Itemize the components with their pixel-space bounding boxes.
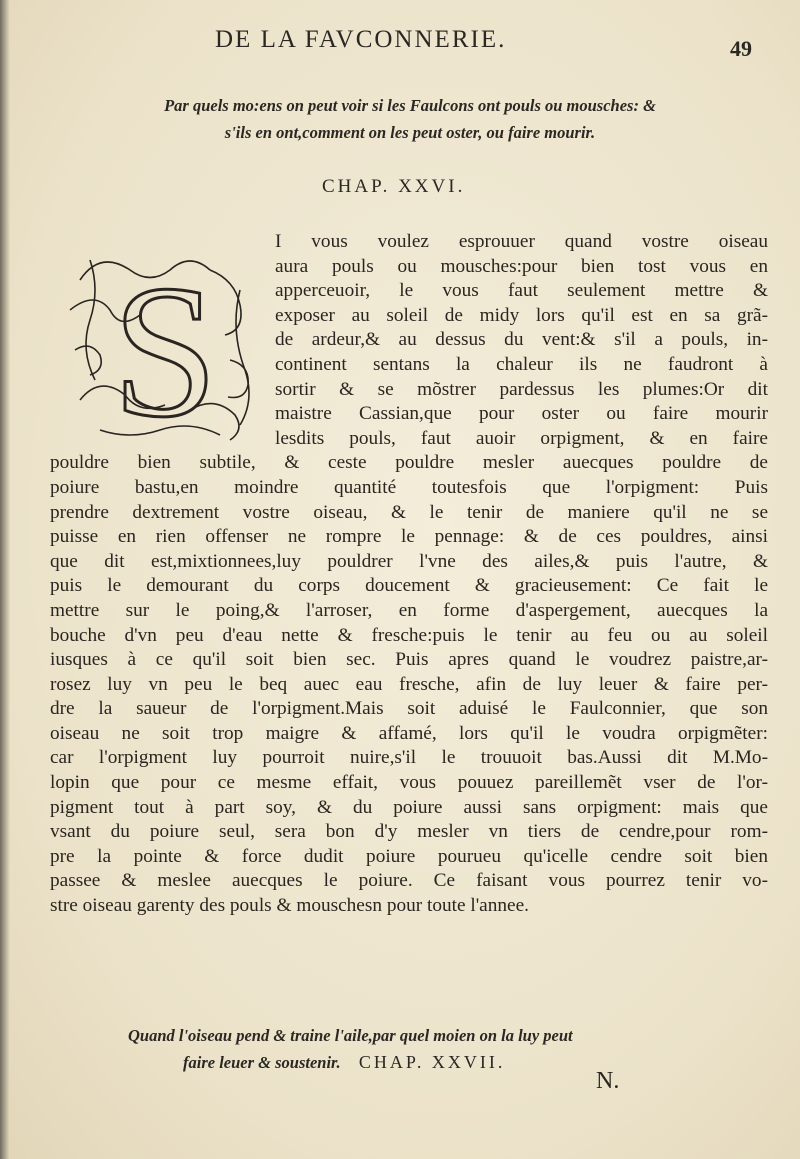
rubric-line-1: Par quels mo:ens on peut voir si les Faulcons ont pouls ou mousches: &	[164, 96, 656, 115]
text-line: oiseau ne soit trop maigre & affamé, lors qu'il le voudra orpigmẽter:	[50, 722, 768, 744]
text-line: exposer au soleil de midy lors qu'il est en sa grã-	[275, 304, 768, 326]
text-line: stre oiseau garenty des pouls & mouschesn pour toute l'annee.	[50, 895, 529, 917]
next-chapter-number: CHAP. XXVII.	[358, 1052, 506, 1072]
next-rubric-line-1: Quand l'oiseau pend & traine l'aile,par quel moien on la luy peut	[128, 1026, 573, 1045]
text-line: car l'orpigment luy pourroit nuire,s'il le trouuoit bas.Aussi dit M.Mo-	[50, 747, 768, 769]
text-line: puis le demourant du corps doucement & gracieusement: Ce fait le	[50, 575, 768, 597]
text-line: I vous voulez esprouuer quand vostre oiseau	[275, 231, 768, 252]
chapter-rubric	[60, 92, 760, 146]
text-line: passee & meslee auecques le poiure. Ce faisant vous pourrez tenir vo-	[50, 870, 768, 892]
text-line: rosez luy vn peu le beq auec eau fresche, afin de luy leuer & faire per-	[50, 673, 768, 695]
next-rubric-line-2: faire leuer & soustenir.	[183, 1053, 341, 1072]
text-line: continent sentans la chaleur ils ne faudront à	[275, 353, 768, 375]
text-line: iusques à ce qu'il soit bien sec. Puis apres quand le voudrez paistre,ar-	[50, 649, 768, 671]
text-line: prendre dextrement vostre oiseau, & le tenir de maniere qu'il ne se	[50, 501, 768, 523]
catchword: N.	[596, 1068, 620, 1094]
text-line: maistre Cassian,que pour oster ou faire mourir	[275, 403, 768, 425]
text-line: de ardeur,& au dessus du vent:& s'il a pouls, in-	[275, 329, 768, 351]
page-number: 49	[730, 36, 752, 61]
text-line: pigment tout à part soy, & du poiure aussi sans orpigment: mais que	[50, 796, 768, 818]
text-line: apperceuoir, le vous faut seulement mettre &	[275, 280, 768, 302]
text-line: dre la saueur de l'orpigment.Mais soit aduisé le Faulconnier, que son	[50, 698, 768, 720]
text-line: lesdits pouls, faut auoir orpigment, & en faire	[275, 427, 768, 449]
text-line: puisse en rien offenser ne rompre le pennage: & de ces pouldres, ainsi	[50, 526, 768, 548]
text-line: lopin que pour ce mesme effait, vous pouuez pareillemẽt vser de l'or-	[50, 772, 768, 794]
text-line: sortir & se mõstrer pardessus les plumes:Or dit	[275, 378, 768, 400]
chapter-number: CHAP. XXVI.	[322, 176, 466, 197]
text-line: aura pouls ou mousches:pour bien tost vous en	[275, 255, 768, 277]
drop-cap-letter: S	[112, 247, 218, 452]
text-line: vsant du poiure seul, sera bon d'y mesler vn tiers de cendre,pour rom-	[50, 821, 768, 843]
text-line: bouche d'vn peu d'eau nette & fresche:puis le tenir au feu ou au soleil	[50, 624, 768, 646]
rubric-line-2: s'ils en ont,comment on les peut oster, ou faire mourir.	[224, 123, 596, 142]
text-line: pouldre bien subtile, & ceste pouldre mesler auecques pouldre de	[50, 452, 768, 474]
main-text	[50, 230, 768, 919]
text-line: que dit est,mixtionnees,luy pouldrer l'vne des ailes,& puis l'autre, &	[50, 550, 768, 572]
text-line: pre la pointe & force dudit poiure pourueu qu'icelle cendre soit bien	[50, 845, 768, 867]
running-title: DE LA FAVCONNERIE.	[215, 26, 507, 53]
page-gutter-shadow	[0, 0, 10, 1159]
text-line: mettre sur le poing,& l'arroser, en forme d'aspergement, auecques la	[50, 599, 768, 621]
text-line: poiure bastu,en moindre quantité toutesfois que l'orpigment: Puis	[50, 476, 768, 498]
